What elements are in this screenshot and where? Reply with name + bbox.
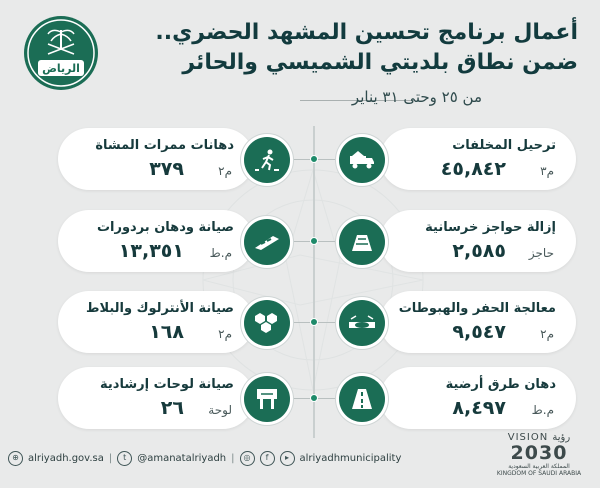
timeline-dot [310,394,318,402]
vision-year: 2030 [510,442,568,464]
vision-label: VISION رؤية [507,432,571,443]
timeline-dot [310,318,318,326]
stat-label: دهان طرق أرضية [445,377,556,392]
stat-unit: م.ط [531,403,554,417]
vision-sub-ar: المملكة العربية السعودية [508,463,570,470]
riyadh-logo [22,14,100,92]
twitter-icon: t [117,451,132,466]
stat-label: إزالة حواجز خرسانية [425,220,556,235]
instagram-icon: ◎ [240,451,255,466]
stat-card-road-painting [380,367,576,429]
website-link[interactable]: alriyadh.gov.sa [28,452,104,464]
date-subtitle: من ٢٥ وحتى ٣١ يناير [351,88,482,106]
timeline-dot [310,155,318,163]
stat-value: ٩,٥٤٧ [452,321,506,343]
stat-unit: م٢ [218,164,232,178]
barrier-icon [339,219,385,265]
stat-card-potholes [380,291,576,353]
municipality-handle[interactable]: alriyadhmunicipality [299,452,402,464]
stat-label: صيانة الأنترلوك والبلاط [85,301,234,316]
globe-icon: ⊕ [8,451,23,466]
facebook-icon: f [260,451,275,466]
timeline-dot [310,237,318,245]
separator: | [231,452,235,464]
stat-unit: حاجز [528,246,554,260]
stat-unit: م٣ [540,164,554,178]
stat-value: ٢,٥٨٥ [452,240,506,262]
stat-unit: م.ط [209,246,232,260]
stat-label: صيانة لوحات إرشادية [100,377,234,392]
stat-label: ترحيل المخلفات [452,138,556,153]
stat-card-concrete-barriers [380,210,576,272]
stat-unit: لوحة [208,403,232,417]
stat-value: ٨,٤٩٧ [452,397,506,419]
logo-text: الرياض [42,62,80,75]
youtube-icon: ▸ [280,451,295,466]
pothole-icon [339,300,385,346]
stat-card-curbs [58,210,254,272]
truck-icon [339,137,385,183]
stat-unit: م٢ [218,327,232,341]
stat-card-interlock [58,291,254,353]
stat-value: ٤٥,٨٤٢ [440,158,506,180]
stat-label: معالجة الحفر والهبوطات [398,301,556,316]
crosswalk-icon [244,137,290,183]
separator: | [108,452,113,464]
stat-unit: م٢ [540,327,554,341]
title-line-2: ضمن نطاق بلديتي الشميسي والحائر [182,50,578,75]
vision-2030-logo [496,432,582,480]
stat-value: ٣٧٩ [149,158,184,180]
signboard-icon [244,376,290,422]
page-title [138,18,578,78]
stat-value: ٢٦ [160,397,184,419]
stat-label: دهانات ممرات المشاة [95,138,234,153]
title-line-1: أعمال برنامج تحسين المشهد الحضري.. [155,20,578,45]
interlock-icon [244,300,290,346]
vision-sub-en: KINGDOM OF SAUDI ARABIA [496,470,582,477]
stat-value: ١٣,٣٥١ [118,240,184,262]
twitter-link[interactable]: @amanatalriyadh [137,452,227,464]
stat-label: صيانة ودهان بردورات [96,220,234,235]
stat-card-waste-removal [380,128,576,190]
social-links [8,449,401,467]
curb-icon [244,219,290,265]
stat-card-signboards [58,367,254,429]
road-paint-icon [339,376,385,422]
stat-card-crosswalk [58,128,254,190]
timeline-line [313,126,315,438]
stat-value: ١٦٨ [149,321,184,343]
